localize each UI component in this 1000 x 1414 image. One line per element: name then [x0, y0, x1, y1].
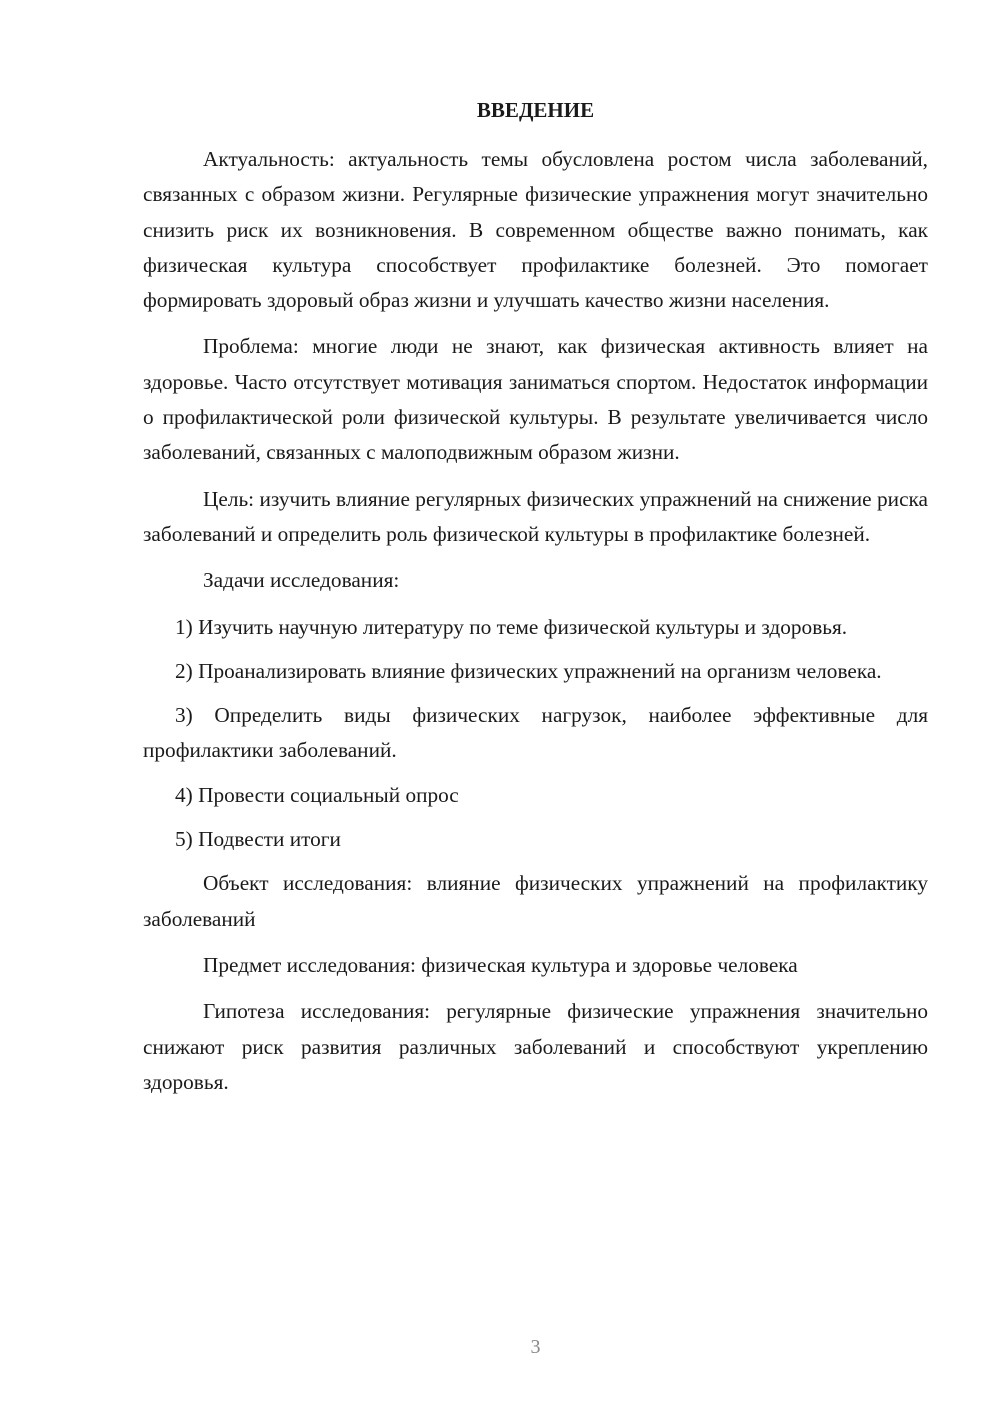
task-item: 1) Изучить научную литературу по теме физической культуры и здоровья. — [175, 614, 848, 639]
paragraph-tasks-intro: Задачи исследования: — [203, 568, 400, 593]
document-page — [143, 0, 928, 1414]
paragraph-hypothesis: Гипотеза исследования: регулярные физические упражнения значительно снижают риск развития различных заболеваний и способствуют укреплению здоровья. — [143, 999, 928, 1094]
page-number: 3 — [530, 1336, 541, 1358]
paragraph-goal: Цель: изучить влияние регулярных физических упражнений на снижение риска заболеваний и определить роль физической культуры в профилактике болезней. — [143, 486, 928, 546]
task-item: 3) Определить виды физических нагрузок, наиболее эффективные для профилактики заболеваний. — [143, 703, 928, 763]
paragraph-relevance: Актуальность: актуальность темы обусловлена ростом числа заболеваний, связанных с образом жизни. Регулярные физические упражнения могут значительно снизить риск их возникновения. В современном обществе важно понимать, как физическая культура способствует профилактике болезней. Это помогает формировать здоровый образ жизни и улучшать качество жизни населения. — [143, 147, 928, 313]
paragraph-object: Объект исследования: влияние физических упражнений на профилактику заболеваний — [143, 871, 928, 931]
paragraph-subject: Предмет исследования: физическая культура и здоровье человека — [203, 952, 798, 977]
task-item: 2) Проанализировать влияние физических упражнений на организм человека. — [175, 658, 882, 683]
task-item: 4) Провести социальный опрос — [175, 782, 459, 807]
document-heading: ВВЕДЕНИЕ — [476, 98, 595, 122]
paragraph-problem: Проблема: многие люди не знают, как физическая активность влияет на здоровье. Часто отсутствует мотивация заниматься спортом. Недостаток информации о профилактической роли физической культуры. В результате увеличивается число заболеваний, связанных с малоподвижным образом жизни. — [143, 334, 928, 465]
task-item: 5) Подвести итоги — [175, 827, 341, 852]
document-body — [143, 142, 928, 1111]
